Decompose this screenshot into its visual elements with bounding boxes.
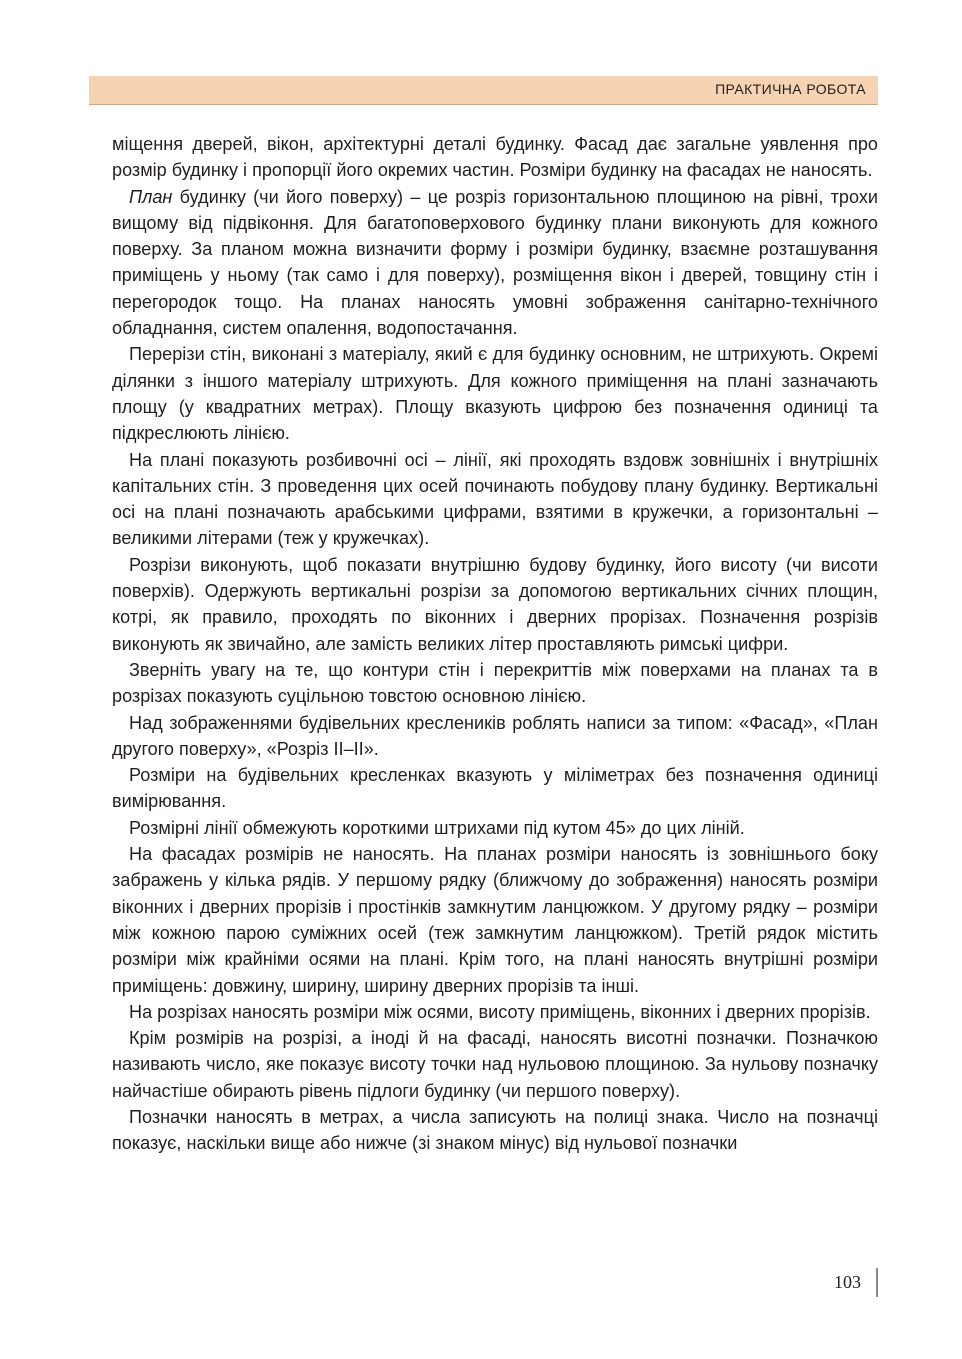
paragraph: Розміри на будівельних кресленках вказують у міліметрах без позначення одиниці вимірювання. [112,765,878,812]
paragraph: Позначки наносять в метрах, а числа записують на полиці знака. Число на позначці показує, наскільки вище або нижче (зі знаком мінус) від нульової позначки [112,1106,878,1154]
paragraph: міщення дверей, вікон, архітектурні деталі будинку. Фасад дає загальне уявлення про розмір будинку і пропорції його окремих частин. Розміри будинку на фасадах не наносять. [112,134,878,181]
page-number-bar [876,1268,878,1297]
section-title: ПРАКТИЧНА РОБОТА [715,81,866,97]
emphasis-term: План [129,186,173,207]
header-divider [89,104,878,105]
paragraph: Над зображеннями будівельних креслеників роблять написи за типом: «Фасад», «План другого поверху», «Розріз ІІ–ІІ». [112,712,878,759]
page-number: 103 [834,1272,861,1292]
paragraph: Розмірні лінії обмежують короткими штрихами під кутом 45» до цих ліній. [129,817,745,838]
paragraph: Зверніть увагу на те, що контури стін і перекриттів між поверхами на планах та в розрізах показують суцільною товстою основною лінією. [112,659,878,707]
paragraph [112,184,878,342]
paragraph: На фасадах розмірів не наносять. На планах розміри наносять із зовнішнього боку забражень у кілька рядів. У першому рядку (ближчому до зображення) наносять розміри віконних і дверних прорізів і простінків замкнутим ланцюжком. У другому рядку – розміри між кожною парою суміжних осей (теж замкнутим ланцюжком). Третій рядок містить розміри між крайніми осями на плані. Крім того, на плані наносять внутрішні розміри приміщень: довжину, ширину, ширину дверних прорізів та інші. [112,844,878,996]
paragraph: Крім розмірів на розрізі, а іноді й на фасаді, наносять висотні позначки. Позначкою називають число, яке показує висоту точки над нульовою площиною. За нульову позначку найчастіше обирають рівень підлоги будинку (чи першого поверху). [112,1028,878,1101]
paragraph: На плані показують розбивочні осі – лінії, які проходять вздовж зовнішніх і внутрішніх капітальних стін. З проведення цих осей починають побудову плану будинку. Вертикальні осі на плані позначають арабськими цифрами, взятими в кружечки, а горизонтальні – великими літерами (теж у кружечках). [112,449,878,549]
paragraph-text: будинку (чи його поверху) – це розріз горизонтальною площиною на рівні, трохи вищому від підвіконня. Для багатоповерхового будинку плани виконують для кожного поверху. За планом можна визначити форму і розміри будинку, взаємне розташування приміщень у ньому (так само і для поверху), розміщення вікон і дверей, товщину стін і перегородок тощо. На планах наносять умовні зображення санітарно-технічного обладнання, систем опалення, водопостачання. [112,186,878,339]
section-header [89,76,878,104]
body-text [112,131,878,1157]
paragraph: Розрізи виконують, щоб показати внутрішню будову будинку, його висоту (чи висоти поверхів). Одержують вертикальні розрізи за допомогою вертикальних січних площин, котрі, як правило, проходять по віконних і дверних прорізах. Позначення розрізів виконують як звичайно, але замість великих літер проставляють римські цифри. [112,554,878,654]
paragraph: Перерізи стін, виконані з матеріалу, який є для будинку основним, не штрихують. Окремі ділянки з іншого матеріалу штрихують. Для кожного приміщення на плані зазначають площу (у квадратних метрах). Площу вказують цифрою без позначення одиниці та підкреслюють лінією. [112,344,878,444]
paragraph: На розрізах наносять розміри між осями, висоту приміщень, віконних і дверних прорізів. [129,1001,871,1022]
